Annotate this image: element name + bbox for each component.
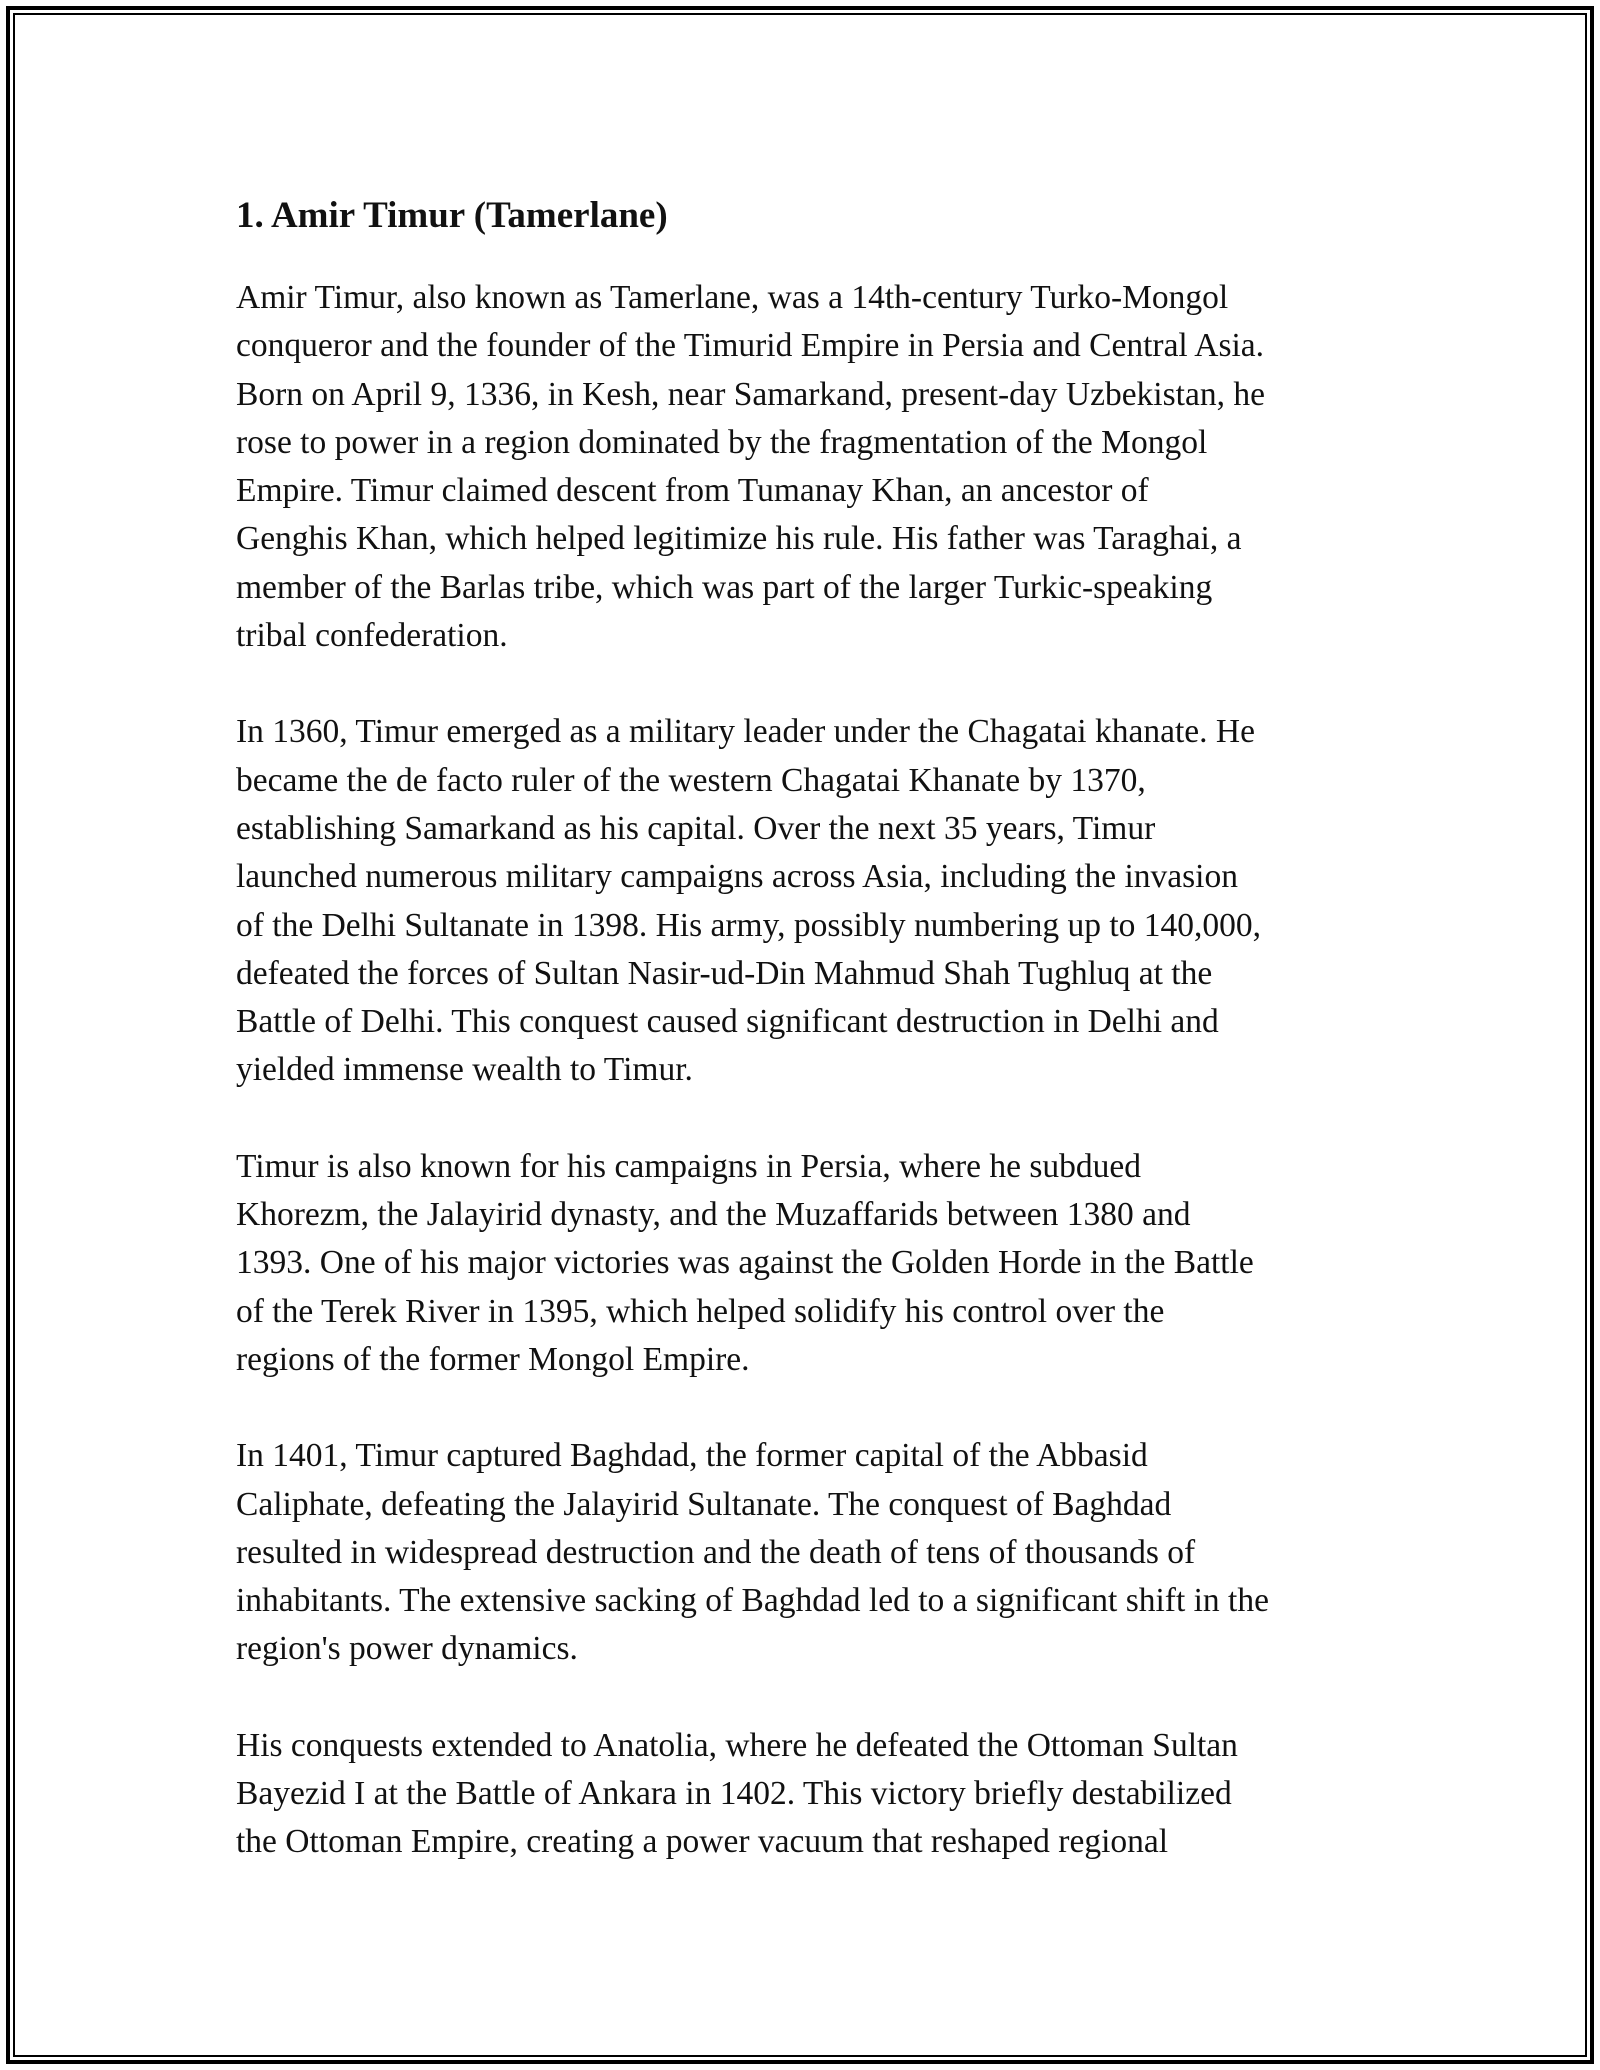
text-line: Bayezid I at the Battle of Ankara in 1402. This victory briefly destabilized bbox=[236, 1775, 1232, 1813]
text-line: yielded immense wealth to Timur. bbox=[236, 1051, 693, 1089]
text-line: defeated the forces of Sultan Nasir-ud-Din Mahmud Shah Tughluq at the bbox=[236, 954, 1213, 992]
text-line: of the Delhi Sultanate in 1398. His army, possibly numbering up to 140,000, bbox=[236, 906, 1262, 944]
text-line: inhabitants. The extensive sacking of Baghdad led to a significant shift in the bbox=[236, 1582, 1269, 1620]
paragraph-persia-campaigns bbox=[236, 1143, 1376, 1384]
text-line: of the Terek River in 1395, which helped solidify his control over the bbox=[236, 1292, 1165, 1330]
text-line: Battle of Delhi. This conquest caused significant destruction in Delhi and bbox=[236, 1003, 1219, 1041]
text-line: In 1401, Timur captured Baghdad, the former capital of the Abbasid bbox=[236, 1437, 1148, 1475]
document-body bbox=[236, 188, 1376, 1915]
text-line: In 1360, Timur emerged as a military leader under the Chagatai khanate. He bbox=[236, 713, 1255, 751]
text-line: member of the Barlas tribe, which was part of the larger Turkic-speaking bbox=[236, 568, 1213, 606]
text-line: Amir Timur, also known as Tamerlane, was a 14th-century Turko-Mongol bbox=[236, 279, 1229, 316]
paragraph-early-life bbox=[236, 274, 1376, 660]
text-line: Khorezm, the Jalayirid dynasty, and the Muzaffarids between 1380 and bbox=[236, 1196, 1191, 1234]
text-line: rose to power in a region dominated by the fragmentation of the Mongol bbox=[236, 423, 1208, 461]
text-line: launched numerous military campaigns across Asia, including the invasion bbox=[236, 858, 1238, 896]
section-heading: 1. Amir Timur (Tamerlane) bbox=[236, 195, 668, 236]
text-line: conqueror and the founder of the Timurid Empire in Persia and Central Asia. bbox=[236, 327, 1265, 365]
text-line: 1393. One of his major victories was against the Golden Horde in the Battle bbox=[236, 1244, 1254, 1282]
text-line: the Ottoman Empire, creating a power vacuum that reshaped regional bbox=[236, 1823, 1169, 1861]
text-line: Caliphate, defeating the Jalayirid Sultanate. The conquest of Baghdad bbox=[236, 1485, 1172, 1523]
paragraph-baghdad bbox=[236, 1432, 1376, 1673]
text-line: regions of the former Mongol Empire. bbox=[236, 1340, 750, 1378]
text-line: tribal confederation. bbox=[236, 617, 508, 655]
text-line: establishing Samarkand as his capital. Over the next 35 years, Timur bbox=[236, 809, 1156, 847]
paragraph-anatolia bbox=[236, 1722, 1376, 1867]
text-line: Timur is also known for his campaigns in Persia, where he subdued bbox=[236, 1147, 1142, 1185]
text-line: region's power dynamics. bbox=[236, 1630, 578, 1668]
text-line: His conquests extended to Anatolia, where he defeated the Ottoman Sultan bbox=[236, 1726, 1238, 1764]
text-line: became the de facto ruler of the western Chagatai Khanate by 1370, bbox=[236, 761, 1146, 799]
paragraph-rise-to-power bbox=[236, 708, 1376, 1094]
text-line: resulted in widespread destruction and the death of tens of thousands of bbox=[236, 1533, 1196, 1571]
text-line: Empire. Timur claimed descent from Tumanay Khan, an ancestor of bbox=[236, 472, 1149, 510]
text-line: Born on April 9, 1336, in Kesh, near Samarkand, present-day Uzbekistan, he bbox=[236, 375, 1265, 413]
text-line: Genghis Khan, which helped legitimize his rule. His father was Taraghai, a bbox=[236, 520, 1242, 558]
